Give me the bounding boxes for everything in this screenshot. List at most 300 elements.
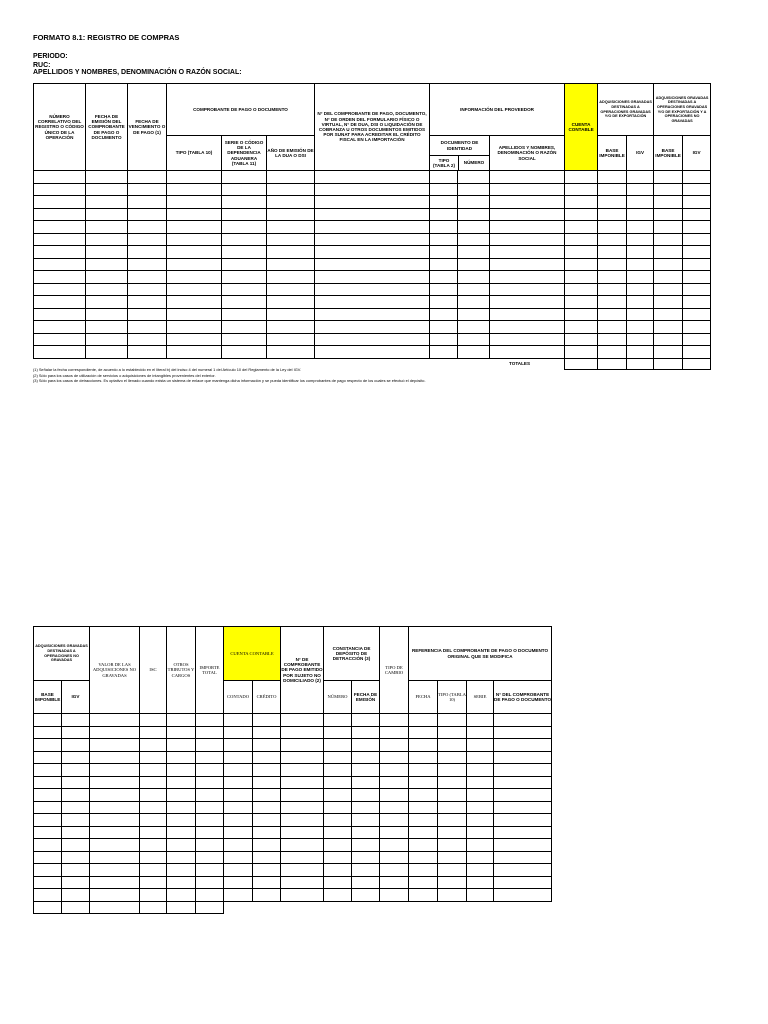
table-cell xyxy=(34,196,86,209)
table-cell xyxy=(565,321,598,334)
table-cell xyxy=(467,864,494,877)
table-cell xyxy=(430,296,458,309)
table-cell xyxy=(167,776,196,789)
header-tipo-ref: TIPO (TABLA 10) xyxy=(438,681,467,714)
table-cell xyxy=(281,826,324,839)
table-cell xyxy=(86,183,128,196)
table-cell xyxy=(352,776,380,789)
table-cell xyxy=(62,789,90,802)
table-cell xyxy=(253,751,281,764)
table-cell xyxy=(86,171,128,184)
table-row xyxy=(34,333,711,346)
table-cell xyxy=(281,839,324,852)
table-cell xyxy=(128,258,167,271)
table-cell xyxy=(140,901,167,913)
table-cell xyxy=(34,789,62,802)
table-cell xyxy=(86,346,128,359)
table-row xyxy=(34,889,552,902)
header-fecha-emision: FECHA DE EMISIÓN DEL COMPROBANTE DE PAGO O DOCUMENTO xyxy=(86,84,128,171)
table-cell xyxy=(140,826,167,839)
table-cell xyxy=(654,246,683,259)
table-cell xyxy=(490,333,565,346)
footnote: (1) Señalar la fecha correspondiente, de acuerdo a lo establecido en el literal b) del inciso 4 del numeral 1 del Artículo 10 del Reglamento de la Ley del IGV. xyxy=(33,367,302,372)
table-cell xyxy=(222,221,267,234)
table-cell xyxy=(34,246,86,259)
header-adq-gravadas-no-grav: ADQUISICIONES GRAVADAS DESTINADAS A OPERACIONES NO GRAVADAS xyxy=(34,627,90,681)
table-cell xyxy=(281,789,324,802)
table-cell xyxy=(267,183,315,196)
table-cell xyxy=(430,283,458,296)
table-cell xyxy=(167,196,222,209)
header-tipo: TIPO (TABLA 10) xyxy=(167,136,222,171)
table-cell xyxy=(683,196,711,209)
table-cell xyxy=(627,296,654,309)
table-cell xyxy=(467,739,494,752)
table-cell xyxy=(409,739,438,752)
header-serie: SERIE O CÓDIGO DE LA DEPENDENCIA ADUANERA (TABLA 11) xyxy=(222,136,267,171)
table-cell xyxy=(167,851,196,864)
table-row xyxy=(34,814,552,827)
table-cell xyxy=(409,776,438,789)
table-cell xyxy=(196,851,224,864)
table-cell xyxy=(196,751,224,764)
table-cell xyxy=(683,233,711,246)
table-cell xyxy=(683,283,711,296)
table-cell xyxy=(253,839,281,852)
table-cell xyxy=(598,208,627,221)
table-cell xyxy=(224,889,253,902)
table-cell xyxy=(196,776,224,789)
table-cell xyxy=(683,183,711,196)
header-apellidos-proveedor: APELLIDOS Y NOMBRES, DENOMINACIÓN O RAZÓN SOCIAL xyxy=(490,136,565,171)
total-cell xyxy=(598,358,627,369)
table-cell xyxy=(430,221,458,234)
table-row xyxy=(34,283,711,296)
footnotes xyxy=(33,367,426,384)
table-cell xyxy=(34,221,86,234)
table-cell xyxy=(458,308,490,321)
table-cell xyxy=(430,196,458,209)
table-cell xyxy=(167,183,222,196)
table-cell xyxy=(565,271,598,284)
table-cell xyxy=(90,901,140,913)
table-cell xyxy=(409,751,438,764)
table-row xyxy=(34,233,711,246)
table-cell xyxy=(62,739,90,752)
table-cell xyxy=(380,876,409,889)
table-cell xyxy=(34,839,62,852)
table-cell xyxy=(458,183,490,196)
table-row xyxy=(34,183,711,196)
table-cell xyxy=(62,764,90,777)
table-cell xyxy=(315,296,430,309)
table-cell xyxy=(140,801,167,814)
table-cell xyxy=(654,196,683,209)
table-cell xyxy=(324,851,352,864)
table-cell xyxy=(196,864,224,877)
header-igv-1: IGV xyxy=(627,136,654,171)
table-cell xyxy=(409,826,438,839)
table-cell xyxy=(128,308,167,321)
table-cell xyxy=(253,714,281,727)
table-cell xyxy=(222,271,267,284)
header-base-imponible-1: BASE IMPONIBLE xyxy=(598,136,627,171)
table-cell xyxy=(90,714,140,727)
table-cell xyxy=(167,739,196,752)
table-cell xyxy=(140,776,167,789)
total-cell xyxy=(565,358,598,369)
table-cell xyxy=(140,851,167,864)
table-cell xyxy=(565,183,598,196)
table-cell xyxy=(34,776,62,789)
table-cell xyxy=(167,346,222,359)
table-cell xyxy=(140,814,167,827)
table-cell xyxy=(683,333,711,346)
table-cell xyxy=(494,751,552,764)
table-cell xyxy=(683,208,711,221)
table-cell xyxy=(467,776,494,789)
table-cell xyxy=(490,296,565,309)
table-cell xyxy=(62,726,90,739)
table-cell xyxy=(494,889,552,902)
table-cell xyxy=(315,233,430,246)
table-cell xyxy=(253,851,281,864)
table-cell xyxy=(654,283,683,296)
table-cell xyxy=(224,851,253,864)
table-cell xyxy=(598,196,627,209)
table-cell xyxy=(409,889,438,902)
table-cell xyxy=(167,171,222,184)
table-cell xyxy=(352,764,380,777)
table-cell xyxy=(62,889,90,902)
table-cell xyxy=(90,739,140,752)
table-cell xyxy=(315,321,430,334)
header-igv-2: IGV xyxy=(683,136,711,171)
table-cell xyxy=(253,789,281,802)
table-cell xyxy=(458,233,490,246)
table-cell xyxy=(490,221,565,234)
table-cell xyxy=(467,889,494,902)
table-cell xyxy=(34,851,62,864)
table-cell xyxy=(490,308,565,321)
table-cell xyxy=(34,876,62,889)
table-cell xyxy=(565,233,598,246)
table-cell xyxy=(683,258,711,271)
table-cell xyxy=(34,739,62,752)
table-cell xyxy=(253,814,281,827)
table-cell xyxy=(683,296,711,309)
table-row xyxy=(34,726,552,739)
table-cell xyxy=(34,183,86,196)
total-cell xyxy=(654,358,683,369)
table-cell xyxy=(281,751,324,764)
header-isc: ISC xyxy=(140,627,167,714)
table-cell xyxy=(90,839,140,852)
table-cell xyxy=(627,233,654,246)
table-cell xyxy=(267,233,315,246)
table-cell xyxy=(683,308,711,321)
table-cell xyxy=(438,801,467,814)
table-cell xyxy=(167,283,222,296)
table-cell xyxy=(222,246,267,259)
table-cell xyxy=(315,208,430,221)
table-cell xyxy=(494,714,552,727)
table-cell xyxy=(315,308,430,321)
table-cell xyxy=(34,826,62,839)
table-cell xyxy=(90,814,140,827)
table-cell xyxy=(86,296,128,309)
table-cell xyxy=(438,776,467,789)
table-cell xyxy=(62,876,90,889)
table-cell xyxy=(324,739,352,752)
table-cell xyxy=(128,171,167,184)
table-cell xyxy=(86,308,128,321)
header-comprobante: COMPROBANTE DE PAGO O DOCUMENTO xyxy=(167,84,315,136)
table-cell xyxy=(430,321,458,334)
table-row xyxy=(34,801,552,814)
table-cell xyxy=(458,283,490,296)
table-cell xyxy=(654,233,683,246)
table-cell xyxy=(438,889,467,902)
table-cell xyxy=(167,208,222,221)
table-cell xyxy=(380,764,409,777)
table-cell xyxy=(196,801,224,814)
table-cell xyxy=(167,258,222,271)
table-cell xyxy=(438,764,467,777)
table-cell xyxy=(253,776,281,789)
table-cell xyxy=(34,901,62,913)
table-cell xyxy=(490,233,565,246)
table-cell xyxy=(324,889,352,902)
table-cell xyxy=(196,714,224,727)
table-cell xyxy=(167,246,222,259)
table-cell xyxy=(196,901,224,913)
table-cell xyxy=(438,751,467,764)
table-cell xyxy=(281,814,324,827)
table-cell xyxy=(222,333,267,346)
table-cell xyxy=(430,346,458,359)
table-cell xyxy=(458,208,490,221)
table-cell xyxy=(352,751,380,764)
table-cell xyxy=(128,296,167,309)
table-cell xyxy=(90,776,140,789)
table-row xyxy=(34,764,552,777)
table-cell xyxy=(654,296,683,309)
header-cuenta-contable-2: CUENTA CONTABLE xyxy=(224,627,281,681)
table-cell xyxy=(627,308,654,321)
table-cell xyxy=(315,271,430,284)
table-cell xyxy=(253,726,281,739)
table-cell xyxy=(62,839,90,852)
table-cell xyxy=(490,271,565,284)
table-cell xyxy=(140,839,167,852)
table-cell xyxy=(34,208,86,221)
table-cell xyxy=(62,751,90,764)
table-cell xyxy=(409,801,438,814)
table-cell xyxy=(683,221,711,234)
table-cell xyxy=(467,826,494,839)
table-cell xyxy=(90,801,140,814)
table-cell xyxy=(90,876,140,889)
table-cell xyxy=(409,714,438,727)
header-contado: CONTADO xyxy=(224,681,253,714)
table-cell xyxy=(34,171,86,184)
table-cell xyxy=(167,789,196,802)
table-cell xyxy=(380,739,409,752)
table-cell xyxy=(196,814,224,827)
header-fecha-emision-constancia: FECHA DE EMISIÓN xyxy=(352,681,380,714)
table-cell xyxy=(34,814,62,827)
header-cuenta-contable: CUENTA CONTABLE xyxy=(565,84,598,171)
table-cell xyxy=(167,271,222,284)
table-cell xyxy=(90,789,140,802)
table-cell xyxy=(62,901,90,913)
table-cell xyxy=(324,826,352,839)
table-row xyxy=(34,839,552,852)
table-cell xyxy=(34,726,62,739)
table-cell xyxy=(490,208,565,221)
header-fecha-ref: FECHA xyxy=(409,681,438,714)
table-cell xyxy=(253,876,281,889)
table-cell xyxy=(438,864,467,877)
table-cell xyxy=(490,321,565,334)
table-cell xyxy=(196,839,224,852)
table-cell xyxy=(196,764,224,777)
totales-label: TOTALES xyxy=(509,361,531,367)
table-cell xyxy=(281,851,324,864)
table-cell xyxy=(128,208,167,221)
table-cell xyxy=(34,889,62,902)
table-cell xyxy=(494,839,552,852)
table-cell xyxy=(627,258,654,271)
table-cell xyxy=(494,739,552,752)
table-cell xyxy=(267,196,315,209)
table-cell xyxy=(86,221,128,234)
table-cell xyxy=(222,233,267,246)
footnote: (2) Sólo para los casos de utilización de servicios o adquisiciones de intangibles provenientes del exterior. xyxy=(33,372,216,378)
table-cell xyxy=(654,308,683,321)
total-cell xyxy=(683,358,711,369)
table-cell xyxy=(352,726,380,739)
table-cell xyxy=(253,801,281,814)
table-cell xyxy=(598,321,627,334)
table-cell xyxy=(467,751,494,764)
table-cell xyxy=(380,864,409,877)
table-cell xyxy=(458,333,490,346)
table-cell xyxy=(34,751,62,764)
table-cell xyxy=(86,283,128,296)
table-cell xyxy=(224,789,253,802)
table-cell xyxy=(128,196,167,209)
table-cell xyxy=(196,826,224,839)
table-cell xyxy=(598,283,627,296)
table-cell xyxy=(90,851,140,864)
table-cell xyxy=(140,751,167,764)
table-cell xyxy=(62,814,90,827)
table-cell xyxy=(90,751,140,764)
table-cell xyxy=(409,814,438,827)
table-cell xyxy=(598,183,627,196)
table-cell xyxy=(224,751,253,764)
header-numero-correlativo: NÚMERO CORRELATIVO DEL REGISTRO O CÓDIGO ÚNICO DE LA OPERACIÓN xyxy=(34,84,86,171)
table-cell xyxy=(409,726,438,739)
table-cell xyxy=(140,789,167,802)
table-cell xyxy=(409,764,438,777)
table-cell xyxy=(467,814,494,827)
header-serie-ref: SERIE xyxy=(467,681,494,714)
table-cell xyxy=(167,296,222,309)
header-referencia: REFERENCIA DEL COMPROBANTE DE PAGO O DOCUMENTO ORIGINAL QUE SE MODIFICA xyxy=(409,627,552,681)
table-cell xyxy=(598,271,627,284)
ruc-label: RUC: xyxy=(33,62,51,69)
table-cell xyxy=(565,246,598,259)
table-cell xyxy=(494,826,552,839)
table-cell xyxy=(352,801,380,814)
table-cell xyxy=(86,333,128,346)
table-cell xyxy=(281,801,324,814)
table-row xyxy=(34,864,552,877)
table-cell xyxy=(598,296,627,309)
table-cell xyxy=(654,258,683,271)
table-cell xyxy=(627,246,654,259)
table-cell xyxy=(380,851,409,864)
table2-body xyxy=(34,714,552,902)
table-row xyxy=(34,258,711,271)
table-cell xyxy=(324,839,352,852)
table-cell xyxy=(352,876,380,889)
table-cell xyxy=(494,851,552,864)
table-cell xyxy=(128,233,167,246)
table-cell xyxy=(281,714,324,727)
table-cell xyxy=(565,171,598,184)
header-fecha-vencimiento: FECHA DE VENCIMIENTO O DE PAGO (1) xyxy=(128,84,167,171)
table-cell xyxy=(62,851,90,864)
table-cell xyxy=(683,246,711,259)
table-cell xyxy=(34,283,86,296)
table-cell xyxy=(90,889,140,902)
table-cell xyxy=(34,333,86,346)
table-cell xyxy=(267,221,315,234)
table-row xyxy=(34,776,552,789)
table-cell xyxy=(324,814,352,827)
table-cell xyxy=(430,233,458,246)
table-cell xyxy=(167,901,196,913)
table-cell xyxy=(352,714,380,727)
table-cell xyxy=(683,171,711,184)
table-cell xyxy=(380,889,409,902)
table-cell xyxy=(565,283,598,296)
table-cell xyxy=(140,739,167,752)
table-cell xyxy=(494,814,552,827)
table-cell xyxy=(438,851,467,864)
table-cell xyxy=(627,321,654,334)
table-cell xyxy=(352,889,380,902)
table-cell xyxy=(467,726,494,739)
header-base-imponible-3: BASE IMPONIBLE xyxy=(34,681,62,714)
table-cell xyxy=(224,864,253,877)
table-cell xyxy=(224,726,253,739)
table-cell xyxy=(315,171,430,184)
header-numero-doc: NÚMERO xyxy=(463,160,485,166)
table-cell xyxy=(167,839,196,852)
table-cell xyxy=(315,221,430,234)
table-cell xyxy=(565,333,598,346)
table-cell xyxy=(627,208,654,221)
table-cell xyxy=(494,876,552,889)
header-nro-no-domiciliado: N° DE COMPROBANTE DE PAGO EMITIDO POR SUJETO NO DOMICILIADO (2) xyxy=(281,627,324,714)
table-cell xyxy=(458,258,490,271)
table-cell xyxy=(128,283,167,296)
